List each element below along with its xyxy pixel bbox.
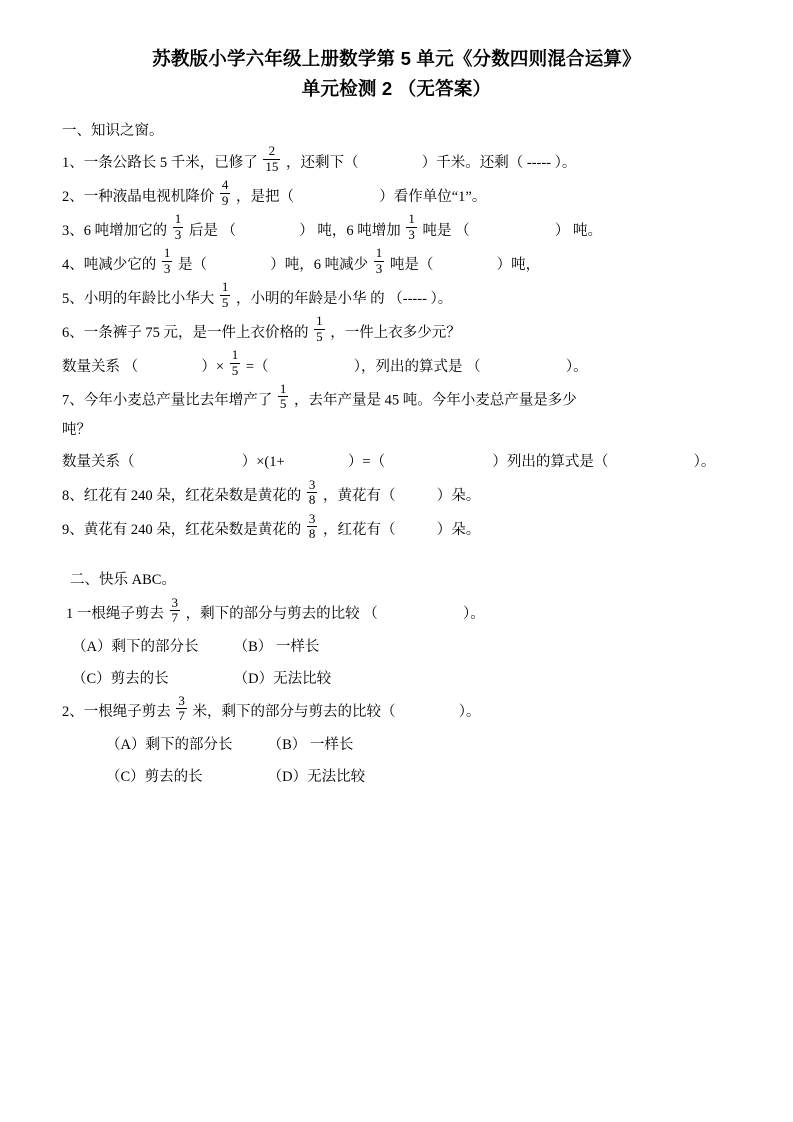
fraction-numerator: 1 xyxy=(279,380,287,396)
question-4 xyxy=(62,245,731,282)
section2-question-2-lead: 2、一根绳子剪去 xyxy=(62,704,171,721)
question-9-mid: ，红花有（ xyxy=(323,522,396,539)
question-2-mid: ，是把（ xyxy=(236,189,294,205)
fraction-denominator: 3 xyxy=(163,260,171,276)
question-2-lead: 2、一种液晶电视机降价 xyxy=(62,189,215,205)
relation-mid: ）×(1+ xyxy=(241,454,285,471)
fraction-2-15 xyxy=(263,144,280,174)
fraction-1-3 xyxy=(173,212,184,242)
relation-mid: ）× xyxy=(201,359,225,375)
section2-question-2 xyxy=(62,692,731,729)
section2-question-2-mid: 米，剩下的部分与剪去的比较（ xyxy=(192,704,396,721)
fraction-numerator: 1 xyxy=(163,245,171,261)
fraction-denominator: 3 xyxy=(174,226,182,242)
fraction-denominator: 7 xyxy=(178,708,185,724)
fraction-1-5 xyxy=(278,382,289,412)
section2-question-2-tail: ）。 xyxy=(458,704,481,721)
question-7 xyxy=(62,380,731,415)
question-3 xyxy=(62,211,731,248)
fraction-numerator: 3 xyxy=(308,510,316,526)
question-8 xyxy=(62,476,731,513)
relation-mid2: ），列出的算式是 （ xyxy=(353,359,481,375)
fraction-denominator: 7 xyxy=(171,610,178,626)
relation-mid3: ）列出的算式是（ xyxy=(492,454,609,471)
fraction-3-7 xyxy=(176,694,187,724)
choice-option-d[interactable]: （D）无法比较 xyxy=(233,671,332,688)
question-6 xyxy=(62,313,731,350)
question-9 xyxy=(62,510,731,547)
question-3-lead: 3、6 吨增加它的 xyxy=(62,223,168,239)
fraction-denominator: 5 xyxy=(221,294,229,310)
question-2-tail: ）看作单位“1”。 xyxy=(379,189,487,205)
page-title-line1: 苏教版小学六年级上册数学第 5 单元《分数四则混合运算》 xyxy=(152,48,641,69)
fraction-denominator: 5 xyxy=(316,328,323,344)
choice-option-b[interactable]: （B） 一样长 xyxy=(233,639,320,656)
fraction-1-3-second xyxy=(374,246,385,276)
fraction-3-8 xyxy=(307,512,318,542)
fraction-numerator: 3 xyxy=(308,476,316,492)
fraction-denominator: 5 xyxy=(231,362,239,378)
question-4-mid: 是（ xyxy=(178,257,207,273)
choice-option-b[interactable]: （B） 一样长 xyxy=(267,737,354,754)
relation-equals: =（ xyxy=(245,359,269,375)
choice-option-a[interactable]: （A）剩下的部分长 xyxy=(72,639,199,656)
fraction-3-7 xyxy=(170,596,181,626)
question-3-tail: ） 吨。 xyxy=(554,223,602,239)
question-4-mid3: 吨是（ xyxy=(389,257,434,273)
fraction-3-8 xyxy=(307,478,318,508)
fraction-denominator: 9 xyxy=(221,192,229,208)
question-7-mid: ，去年产量是 45 吨。今年小麦总产量是多少 xyxy=(294,392,577,409)
section2-question-1 xyxy=(62,594,731,631)
question-4-mid2: ）吨，6 吨减少 xyxy=(270,257,369,273)
fraction-1-5 xyxy=(220,280,231,310)
fraction-denominator: 3 xyxy=(375,260,383,276)
choice-option-a[interactable]: （A）剩下的部分长 xyxy=(106,737,233,754)
section-1-heading: 一、知识之窗。 xyxy=(62,123,164,139)
section-2-heading: 二、快乐 ABC。 xyxy=(70,572,176,589)
fraction-numerator: 4 xyxy=(221,177,229,193)
fraction-denominator: 15 xyxy=(265,158,279,174)
choice-option-c[interactable]: （C）剪去的长 xyxy=(106,769,203,786)
fraction-numerator: 1 xyxy=(231,347,239,363)
relation-mid2: ）=（ xyxy=(347,454,386,471)
fraction-numerator: 1 xyxy=(316,313,323,329)
fraction-4-9 xyxy=(220,178,231,208)
fraction-numerator: 1 xyxy=(408,211,415,227)
relation-lead: 数量关系 （ xyxy=(62,359,139,375)
fraction-denominator: 8 xyxy=(308,526,316,542)
question-8-mid: ，黄花有（ xyxy=(323,488,396,505)
question-2 xyxy=(62,177,731,214)
question-8-lead: 8、红花有 240 朵，红花朵数是黄花的 xyxy=(62,488,302,505)
question-6-lead: 6、一条裤子 75 元，是一件上衣价格的 xyxy=(62,325,309,341)
choice-option-d[interactable]: （D）无法比较 xyxy=(267,769,366,786)
section2-question-2-choices-cd xyxy=(62,761,731,793)
fraction-numerator: 2 xyxy=(268,143,276,159)
question-9-lead: 9、黄花有 240 朵，红花朵数是黄花的 xyxy=(62,522,302,539)
fraction-1-5 xyxy=(230,348,241,378)
fraction-numerator: 1 xyxy=(375,245,383,261)
question-3-mid3: 吨是 （ xyxy=(422,223,470,239)
relation-tail: ）。 xyxy=(693,454,716,471)
question-4-lead: 4、吨减少它的 xyxy=(62,257,157,273)
question-7-lead: 7、今年小麦总产量比去年增产了 xyxy=(62,392,273,409)
fraction-denominator: 5 xyxy=(279,396,287,412)
question-3-mid2: ） 吨，6 吨增加 xyxy=(299,223,401,239)
question-8-tail: ）朵。 xyxy=(436,488,481,505)
fraction-numerator: 3 xyxy=(171,594,178,610)
fraction-1-3 xyxy=(162,246,173,276)
question-4-tail: ）吨， xyxy=(496,257,541,273)
question-9-tail: ）朵。 xyxy=(436,522,481,539)
question-7-relation xyxy=(62,445,731,479)
fraction-denominator: 3 xyxy=(408,226,415,242)
question-5-tail: ，小明的年龄是小华 的 （----- ）。 xyxy=(236,291,453,307)
page-title-line2: 单元检测 2 （无答案） xyxy=(301,78,492,99)
page-title xyxy=(62,44,731,104)
section2-question-1-lead: 1 一根绳子剪去 xyxy=(66,606,164,623)
section2-question-1-tail: ）。 xyxy=(463,606,485,623)
fraction-numerator: 1 xyxy=(221,279,229,295)
fraction-numerator: 1 xyxy=(174,211,182,227)
relation-lead: 数量关系（ xyxy=(62,454,135,471)
fraction-denominator: 8 xyxy=(308,492,316,508)
question-5 xyxy=(62,279,731,316)
question-1 xyxy=(62,143,731,180)
question-5-lead: 5、小明的年龄比小华大 xyxy=(62,291,215,307)
fraction-1-3-second xyxy=(406,212,417,242)
question-1-lead: 1、一条公路长 5 千米，已修了 xyxy=(62,155,258,171)
question-7-line2: 吨？ xyxy=(62,422,91,439)
question-6-relation xyxy=(62,347,731,384)
fraction-numerator: 3 xyxy=(178,692,185,708)
question-1-mid: ，还剩下（ xyxy=(286,155,359,171)
fraction-1-5 xyxy=(314,314,325,344)
section2-question-1-mid: ，剩下的部分与剪去的比较 （ xyxy=(185,606,378,623)
relation-tail: ）。 xyxy=(565,359,588,375)
section2-question-2-choices-ab xyxy=(62,729,731,761)
question-6-tail: ，一件上衣多少元？ xyxy=(330,325,461,341)
choice-option-c[interactable]: （C）剪去的长 xyxy=(72,671,169,688)
question-3-mid: 后是 （ xyxy=(188,223,236,239)
section2-question-1-choices-cd xyxy=(62,663,731,695)
question-1-tail: ）千米。还剩（ ----- ）。 xyxy=(421,155,577,171)
section2-question-1-choices-ab xyxy=(62,631,731,663)
